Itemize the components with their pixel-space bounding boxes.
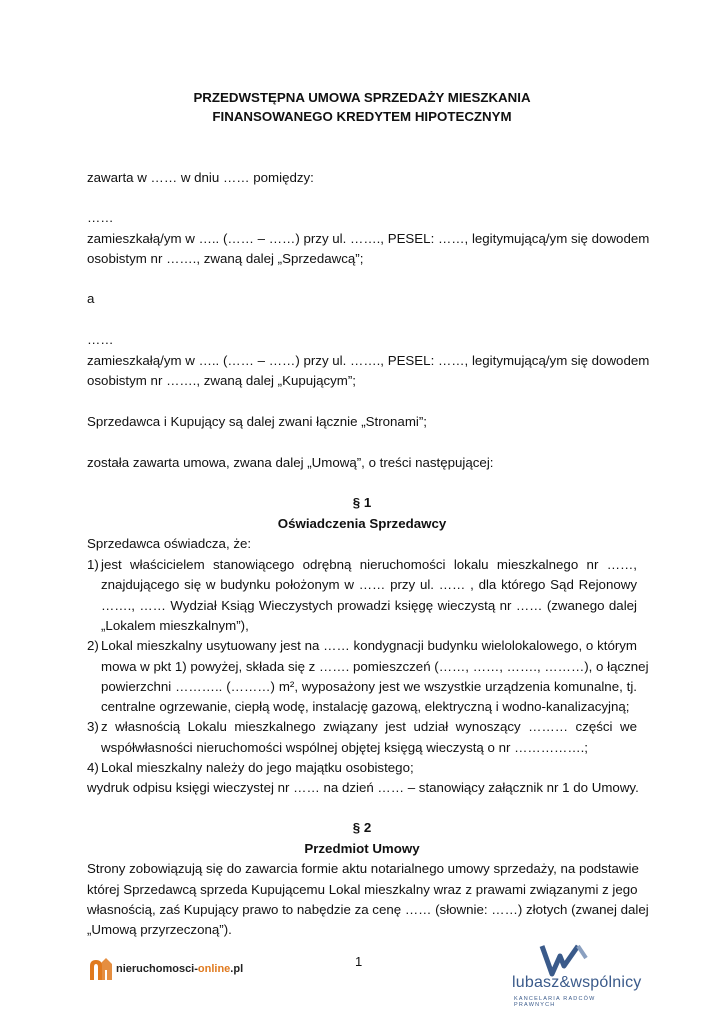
left-logo-part: nieruchomosci- — [116, 963, 198, 975]
list-item-line: jest właścicielem stanowiącego odrębną nieruchomości lokalu mieszkalnego nr ……, — [101, 557, 637, 572]
section2-line: „Umową przyrzeczoną”). — [87, 922, 232, 937]
section1-heading: § 1 — [352, 495, 372, 510]
conjunction: a — [87, 291, 95, 306]
buyer-name: …… — [87, 332, 114, 347]
list-item-line: Lokal mieszkalny usytuowany jest na …… kondygnacji budynku wielolokalowego, o którym — [101, 638, 637, 653]
list-item-line: Lokal mieszkalny należy do jego majątku osobistego; — [101, 760, 414, 775]
list-item-line: „Lokalem mieszkalnym”), — [101, 618, 249, 633]
list-item-line: powierzchni ……….. (………) m², wyposażony jest we wszystkie urządzenia komunalne, tj. — [101, 679, 637, 694]
document-title-line2: FINANSOWANEGO KREDYTEM HIPOTECZNYM — [212, 109, 512, 124]
left-logo-part: online — [197, 963, 231, 975]
list-item-number: 1) — [87, 557, 99, 572]
seller-name: …… — [87, 210, 114, 225]
list-item-line: mowa w pkt 1) powyżej, składa się z ……. pomieszczeń (……, ……, ……., ………), o łącznej — [101, 659, 649, 674]
document-title-line1: PRZEDWSTĘPNA UMOWA SPRZEDAŻY MIESZKANIA — [193, 90, 531, 105]
w-mark-icon — [538, 944, 598, 978]
concluded-text: została zawarta umowa, zwana dalej „Umową”, o treści następującej: — [87, 455, 494, 470]
page-number: 1 — [355, 954, 363, 969]
list-item-number: 2) — [87, 638, 99, 653]
lubasz-wspolnicy-logo[interactable] — [510, 944, 642, 1008]
section2-line: własnością, zaś Kupujący prawo to nabędzie za cenę …… (słownie: ……) złotych (zwanej dalej — [87, 902, 649, 917]
intro-text: zawarta w …… w dniu …… pomiędzy: — [87, 170, 314, 185]
list-item-number: 3) — [87, 719, 99, 734]
section2-line: Strony zobowiązują się do zawarcia formie aktu notarialnego umowy sprzedaży, na podstawie — [87, 861, 639, 876]
section1-title: Oświadczenia Sprzedawcy — [277, 516, 447, 531]
list-item-line: ……., …… Wydział Ksiąg Wieczystych prowadzi księgę wieczystą nr …… (zwanego dalej — [101, 598, 637, 613]
house-n-icon — [88, 956, 112, 982]
seller-details-line1: zamieszkałą/ym w ….. (…… – ……) przy ul. ……., PESEL: ……, legitymującą/ym się dowodem — [87, 231, 650, 246]
right-logo-name: lubasz&wspólnicy — [512, 974, 642, 991]
section1-tail: wydruk odpisu księgi wieczystej nr …… na dzień …… – stanowiący załącznik nr 1 do Umowy. — [87, 780, 639, 795]
section2-heading: § 2 — [352, 820, 372, 835]
section2-title: Przedmiot Umowy — [304, 841, 420, 856]
list-item-line: współwłasności nieruchomości wspólnej objętej księgą wieczystą o nr …………….; — [101, 740, 589, 755]
list-item-line: centralne ogrzewanie, ciepłą wodę, instalację gazową, elektryczną i wodno-kanalizacyjną; — [101, 699, 630, 714]
buyer-details-line2: osobistym nr ……., zwaną dalej „Kupującym”; — [87, 373, 356, 388]
section2-line: której Sprzedawcą sprzeda Kupującemu Lokal mieszkalny wraz z prawami związanymi z jego — [87, 882, 638, 897]
parties-text: Sprzedawca i Kupujący są dalej zwani łącznie „Stronami”; — [87, 414, 427, 429]
left-logo-text — [116, 963, 243, 975]
list-item-line: z własnością Lokalu mieszkalnego związany jest udział wynoszący ……… części we — [101, 719, 637, 734]
list-item-number: 4) — [87, 760, 99, 775]
left-logo-part: .pl — [230, 963, 244, 975]
section1-lead: Sprzedawca oświadcza, że: — [87, 536, 252, 551]
right-logo-subtitle: KANCELARIA RADCÓW PRAWNYCH — [514, 996, 596, 1008]
seller-details-line2: osobistym nr ……., zwaną dalej „Sprzedawcą”; — [87, 251, 364, 266]
buyer-details-line1: zamieszkałą/ym w ….. (…… – ……) przy ul. ……., PESEL: ……, legitymującą/ym się dowodem — [87, 353, 650, 368]
nieruchomosci-online-logo[interactable] — [88, 955, 243, 983]
list-item-line: znajdującego się w budynku położonym w …… przy ul. …… , dla którego Sąd Rejonowy — [101, 577, 637, 592]
